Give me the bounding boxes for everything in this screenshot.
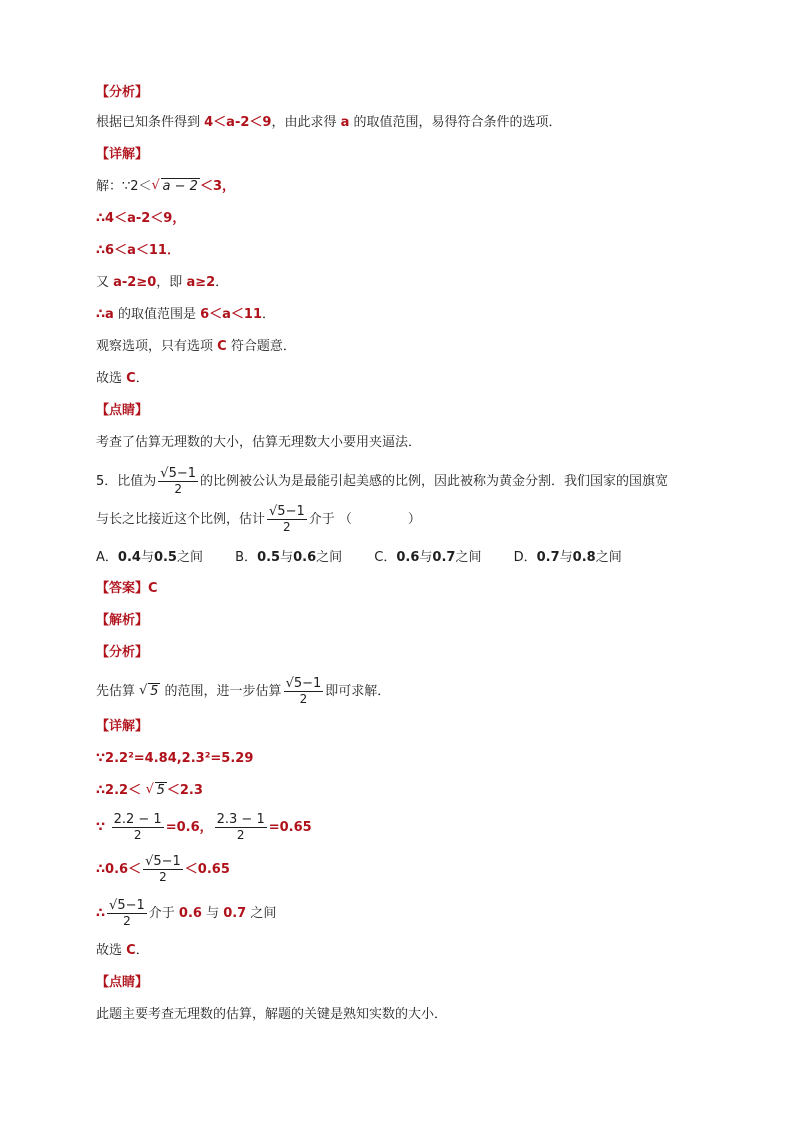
- sqrt-expression: √ 5: [145, 782, 165, 798]
- choose-line: 故选 C．: [96, 371, 149, 386]
- golden-ratio-fraction: $\frac{√5-1}{2}$: [145, 854, 181, 884]
- option-c: C．0.6与0.7之间: [374, 550, 482, 565]
- option-d: D．0.7与0.8之间: [513, 550, 622, 565]
- analysis-text: 根据已知条件得到 4＜a-2＜9，由此求得 a 的取值范围，易得符合条件的选项．: [96, 115, 562, 130]
- analysis-heading: 【分析】: [96, 85, 149, 100]
- option-a: A．0.4与0.5之间: [96, 550, 203, 565]
- solution-line: 解：∵2＜ √ a − 2 ＜3，: [96, 178, 235, 194]
- question-5-stem-line-1: 5．比值为 $\frac{√5-1}{2}$ 的比例被公认为是最能引起美感的比例，因此被称为黄金分割．我们国家的国旗宽: [96, 466, 669, 496]
- option-b: B．0.5与0.6之间: [235, 550, 343, 565]
- detail-step-4: ∴0.6＜ $\frac{√5-1}{2}$ ＜0.65: [96, 854, 230, 884]
- golden-ratio-fraction: $\frac{√5-1}{2}$: [109, 898, 145, 928]
- radical-sign-icon: √: [151, 178, 160, 193]
- detail-heading: 【详解】: [96, 719, 149, 734]
- detail-step-3: ∵ $\frac{2.2 - 1}{2}$ =0.6， $\frac{2.3 - 1}{2}$ =0.65: [96, 812, 312, 842]
- comment-text: 此题主要考查无理数的估算，解题的关键是熟知实数的大小．: [96, 1007, 448, 1022]
- step-1: ∴4＜a-2＜9，: [96, 211, 186, 226]
- choose-line: 故选 C．: [96, 943, 149, 958]
- golden-ratio-fraction: $\frac{√5-1}{2}$: [160, 466, 196, 496]
- step-4: ∴a 的取值范围是 6＜a＜11．: [96, 307, 276, 322]
- analysis-heading: 【分析】: [96, 645, 149, 660]
- question-5-stem-line-2: 与长之比接近这个比例，估计 $\frac{√5-1}{2}$ 介于 （ ）: [96, 504, 421, 534]
- step-2: ∴6＜a＜11．: [96, 243, 180, 258]
- radical-sign-icon: √: [145, 782, 154, 797]
- detail-step-2: ∴2.2＜ √ 5 ＜2.3: [96, 782, 203, 798]
- radical-sign-icon: √: [139, 683, 148, 698]
- golden-ratio-fraction: $\frac{√5-1}{2}$: [269, 504, 305, 534]
- answer-line: 【答案】C: [96, 581, 158, 596]
- comment-heading: 【点睛】: [96, 975, 149, 990]
- comment-text: 考查了估算无理数的大小，估算无理数大小要用夹逼法．: [96, 435, 422, 450]
- analysis-text: 先估算 √ 5 的范围，进一步估算 $\frac{√5-1}{2}$ 即可求解．: [96, 676, 391, 706]
- detail-step-5: ∴ $\frac{√5-1}{2}$ 介于 0.6 与 0.7 之间: [96, 898, 277, 928]
- options-row: [96, 549, 650, 567]
- golden-ratio-fraction: $\frac{√5-1}{2}$: [285, 676, 322, 706]
- sqrt-expression: √ 5: [139, 679, 160, 705]
- detail-heading: 【详解】: [96, 147, 149, 162]
- comment-heading: 【点睛】: [96, 403, 149, 418]
- step-3: 又 a-2≥0，即 a≥2．: [96, 275, 229, 290]
- sqrt-expression: √ a − 2: [151, 178, 198, 194]
- observe-line: 观察选项，只有选项 C 符合题意．: [96, 339, 296, 354]
- explain-heading: 【解析】: [96, 613, 149, 628]
- detail-step-1: ∵2.2²=4.84,2.3²=5.29: [96, 751, 254, 766]
